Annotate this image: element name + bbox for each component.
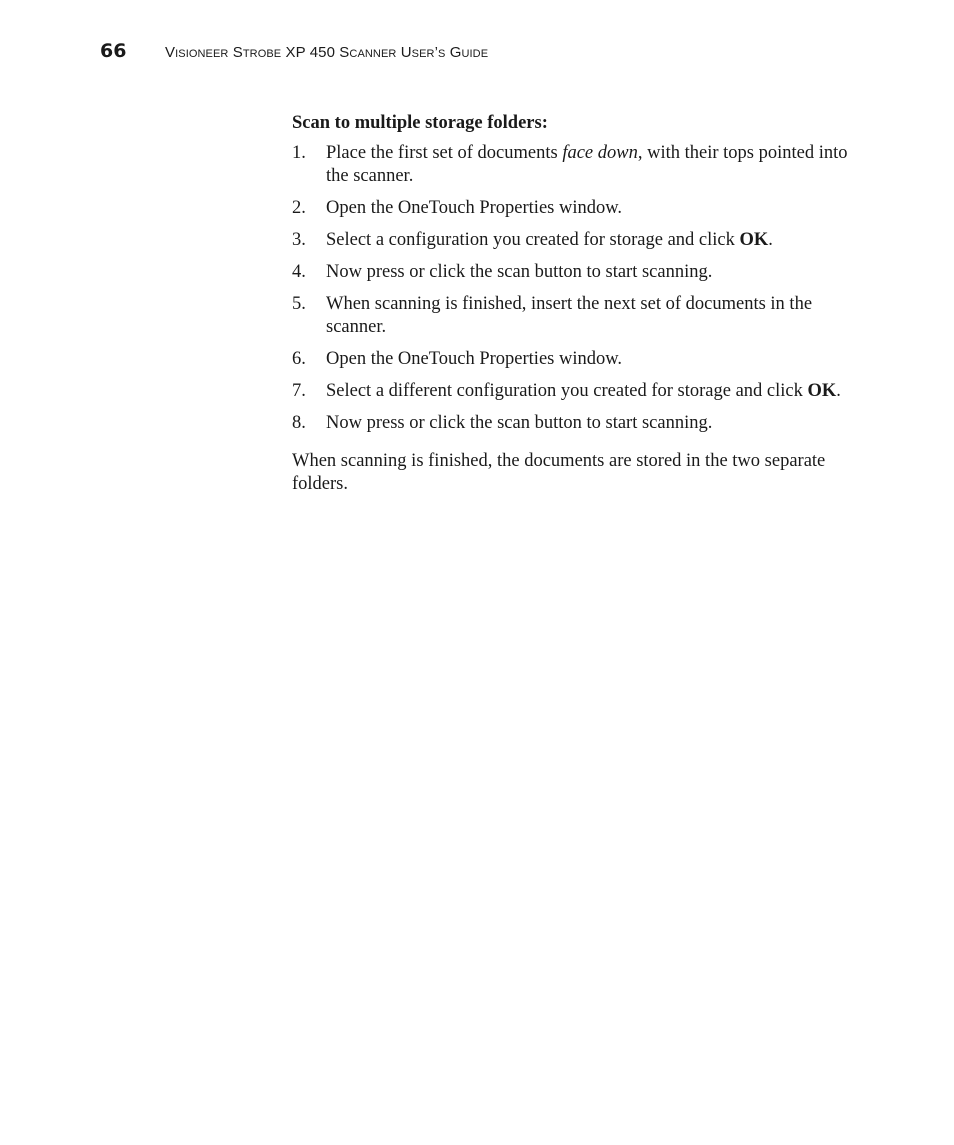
step-text-part: . bbox=[768, 230, 773, 250]
step-text bbox=[326, 142, 864, 188]
step-text-part: Select a configuration you created for storage and click bbox=[326, 230, 740, 250]
step-number: 4. bbox=[292, 262, 306, 282]
list-item bbox=[292, 293, 864, 339]
step-text: Open the OneTouch Properties window. bbox=[326, 198, 623, 218]
list-item bbox=[292, 261, 864, 284]
step-number: 6. bbox=[292, 349, 306, 369]
step-text: Now press or click the scan button to start scanning. bbox=[326, 413, 713, 433]
list-item bbox=[292, 380, 864, 403]
step-text: When scanning is finished, insert the next set of documents in the scanner. bbox=[326, 294, 813, 337]
list-item bbox=[292, 348, 864, 371]
list-item bbox=[292, 142, 864, 188]
step-text-part: . bbox=[836, 381, 841, 401]
step-number: 7. bbox=[292, 381, 306, 401]
running-title: Visioneer Strobe XP 450 Scanner User’s Guide bbox=[165, 44, 489, 61]
step-text-part: Place the first set of documents bbox=[326, 143, 563, 163]
step-number: 1. bbox=[292, 143, 306, 163]
main-content bbox=[292, 112, 864, 496]
list-item bbox=[292, 412, 864, 435]
step-text-part: Select a different configuration you created for storage and click bbox=[326, 381, 808, 401]
step-number: 8. bbox=[292, 413, 306, 433]
step-text bbox=[326, 229, 864, 252]
step-text: Now press or click the scan button to start scanning. bbox=[326, 262, 713, 282]
list-item bbox=[292, 229, 864, 252]
step-strong: OK bbox=[807, 381, 837, 401]
step-number: 3. bbox=[292, 230, 306, 250]
step-text bbox=[326, 380, 864, 403]
step-number: 2. bbox=[292, 198, 306, 218]
steps-list bbox=[292, 142, 864, 435]
conclusion-paragraph: When scanning is finished, the documents are stored in the two separate folders. bbox=[292, 451, 826, 494]
step-number: 5. bbox=[292, 294, 306, 314]
list-item bbox=[292, 197, 864, 220]
step-text-part: , with their tops pointed into the scanner. bbox=[326, 143, 848, 186]
page-number: 66 bbox=[100, 40, 127, 62]
step-text: Open the OneTouch Properties window. bbox=[326, 349, 623, 369]
step-emphasis: face down bbox=[562, 143, 638, 163]
page-header bbox=[100, 40, 488, 62]
section-heading: Scan to multiple storage folders: bbox=[292, 113, 548, 133]
step-strong: OK bbox=[739, 230, 769, 250]
